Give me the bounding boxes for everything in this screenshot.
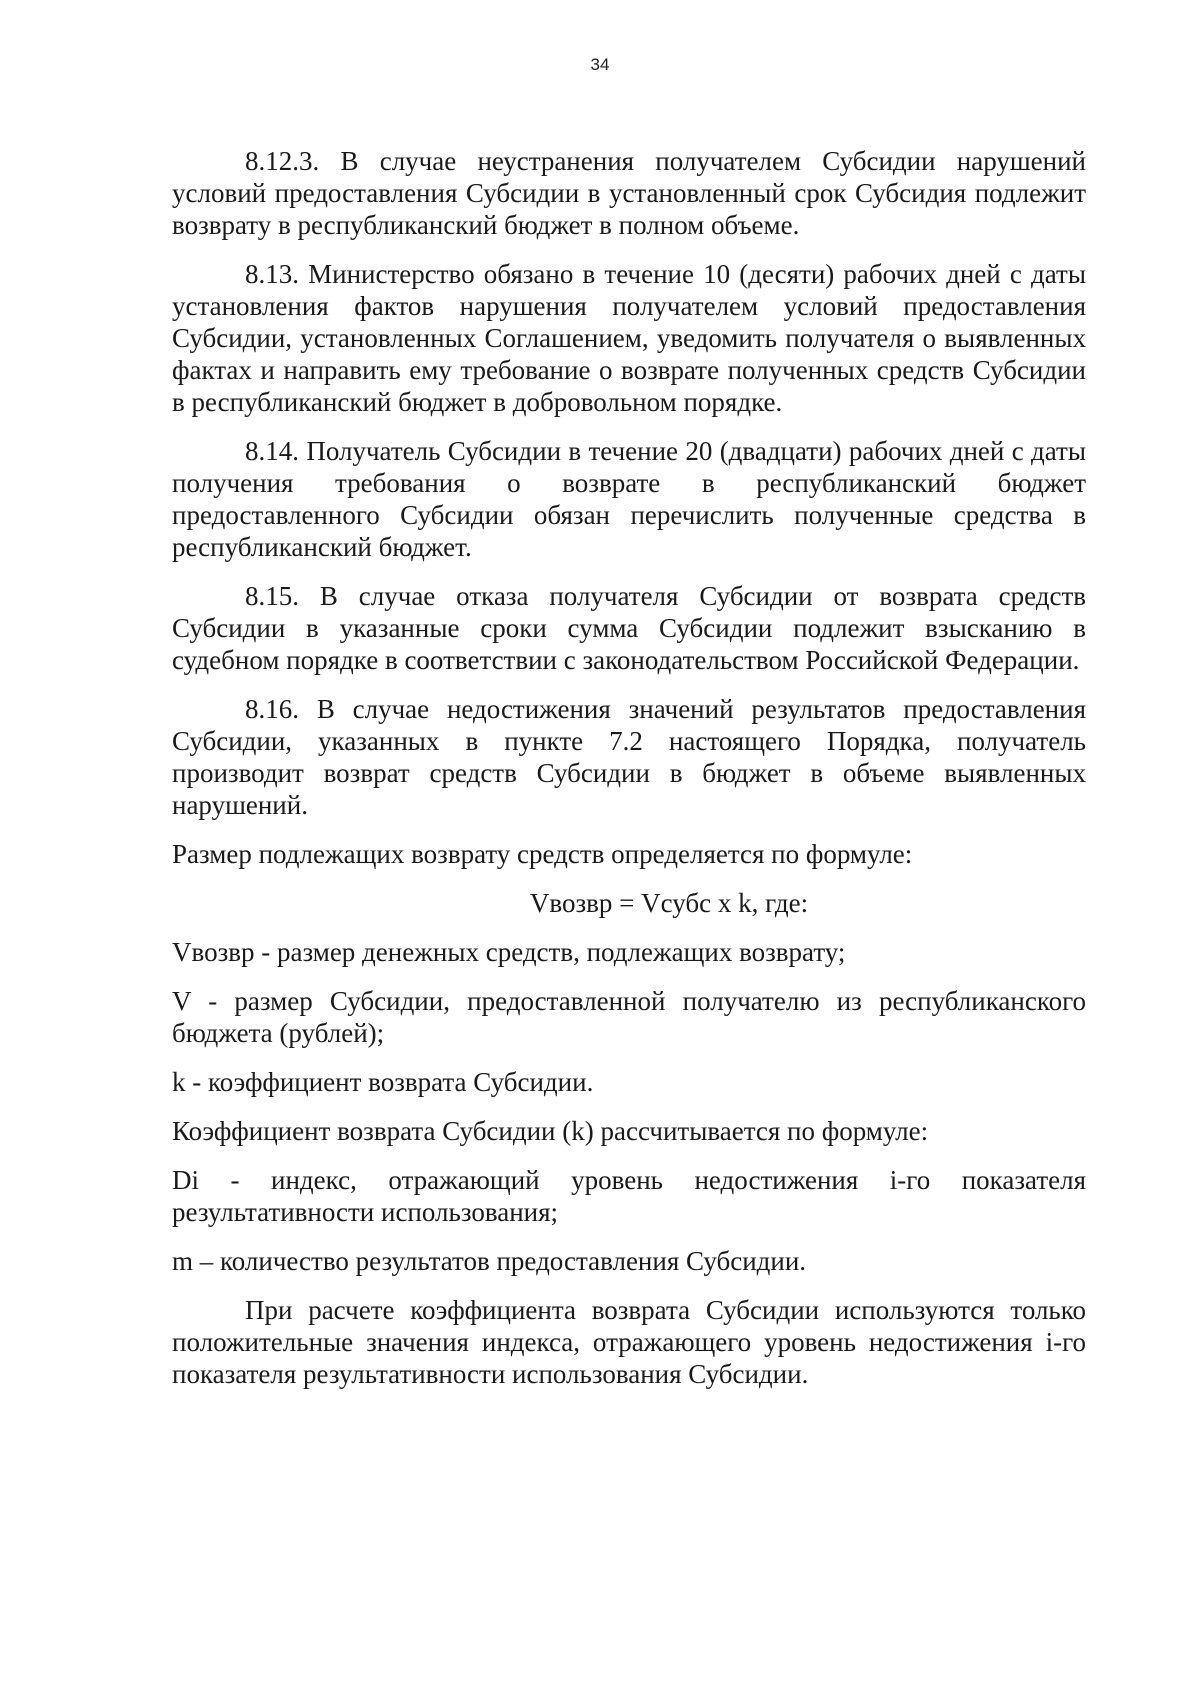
return-formula: Vвозвр = Vсубс x k, где: — [529, 888, 809, 918]
formula-intro: Размер подлежащих возврату средств определяется по формуле: — [172, 839, 913, 869]
paragraph-8-14: 8.14. Получатель Субсидии в течение 20 (двадцати) рабочих дней с даты получения требования о возврате в республиканский бюджет предоставленного Субсидии обязан перечислить полученные средства в республиканский бюджет. — [172, 436, 1086, 562]
definition-k: k - коэффициент возврата Субсидии. — [172, 1067, 594, 1097]
definition-vvozvr: Vвозвр - размер денежных средств, подлежащих возврату; — [172, 937, 846, 967]
definition-v: V - размер Субсидии, предоставленной получателю из республиканского бюджета (рублей); — [172, 986, 1086, 1048]
page-number: 34 — [590, 55, 610, 74]
paragraph-8-13: 8.13. Министерство обязано в течение 10 (десяти) рабочих дней с даты установления фактов нарушения получателем условий предоставления Субсидии, установленных Соглашением, уведомить получателя о выявленных фактах и направить ему требование о возврате полученных средств Субсидии в республиканский бюджет в добровольном порядке. — [172, 259, 1086, 417]
paragraph-8-12-3: 8.12.3. В случае неустранения получателем Субсидии нарушений условий предоставления Субсидии в установленный срок Субсидия подлежит возврату в республиканский бюджет в полном объеме. — [172, 146, 1086, 240]
paragraph-8-16: 8.16. В случае недостижения значений результатов предоставления Субсидии, указанных в пункте 7.2 настоящего Порядка, получатель производит возврат средств Субсидии в бюджет в объеме выявленных нарушений. — [172, 694, 1086, 820]
paragraph-8-15: 8.15. В случае отказа получателя Субсидии от возврата средств Субсидии в указанные сроки сумма Субсидии подлежит взысканию в судебном порядке в соответствии с законодательством Российской Федерации. — [172, 581, 1086, 675]
definition-m: m – количество результатов предоставления Субсидии. — [172, 1246, 807, 1276]
definition-di: Di - индекс, отражающий уровень недостижения i-го показателя результативности использования; — [172, 1165, 1086, 1227]
k-formula-intro: Коэффициент возврата Субсидии (k) рассчитывается по формуле: — [172, 1116, 929, 1146]
closing-paragraph: При расчете коэффициента возврата Субсидии используются только положительные значения индекса, отражающего уровень недостижения i-го показателя результативности использования Субсидии. — [172, 1295, 1086, 1389]
document-body — [172, 145, 1086, 1407]
